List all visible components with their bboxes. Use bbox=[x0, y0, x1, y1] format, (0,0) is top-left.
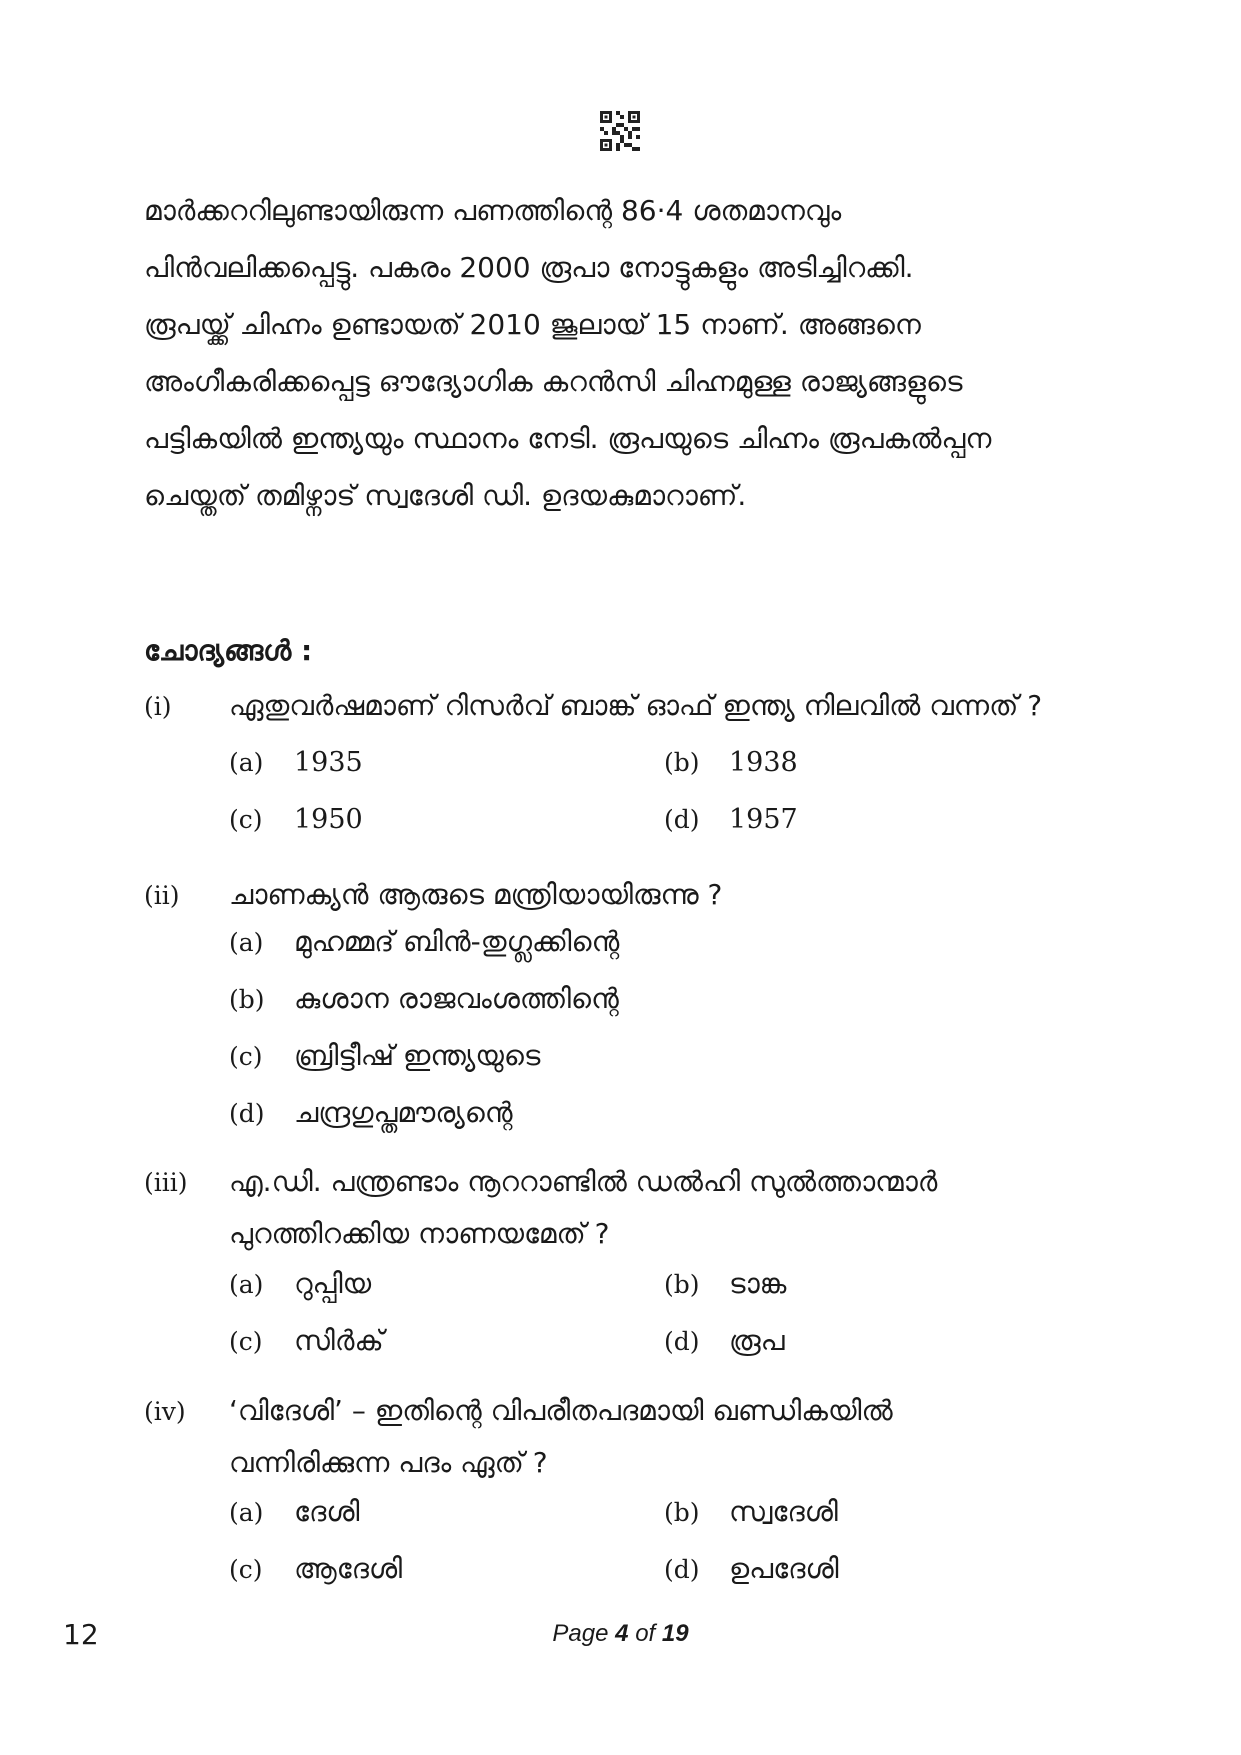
option-label: (c) bbox=[229, 805, 263, 834]
page-prefix: Page bbox=[552, 1620, 609, 1647]
option-label: (c) bbox=[229, 1555, 263, 1584]
option-text: റുപ്പിയ bbox=[294, 1267, 372, 1300]
passage-line: അംഗീകരിക്കപ്പെട്ട ഔദ്യോഗിക കറൻസി ചിഹ്നമുള്ള രാജ്യങ്ങളുടെ bbox=[144, 365, 963, 398]
option-c bbox=[229, 1324, 384, 1358]
option-text: ആദേശി bbox=[294, 1552, 403, 1585]
question-line: ഏതുവർഷമാണ് റിസർവ് ബാങ്ക് ഓഫ് ഇന്ത്യ നിലവിൽ വന്നത് ? bbox=[229, 689, 1043, 722]
option-text: 1935 bbox=[294, 747, 363, 778]
passage-line: രൂപയ്ക്ക് ചിഹ്നം ഉണ്ടായത് 2010 ജൂലായ് 15 നാണ്. അങ്ങനെ bbox=[144, 308, 921, 341]
option-label: (d) bbox=[229, 1099, 265, 1128]
option-text: 1950 bbox=[294, 804, 363, 835]
option-d bbox=[664, 1324, 785, 1358]
option-text: ടാങ്ക bbox=[729, 1267, 787, 1300]
option-text: 1938 bbox=[729, 747, 798, 778]
option-a bbox=[229, 1267, 371, 1301]
option-b bbox=[664, 747, 798, 778]
option-text: ദേശി bbox=[294, 1495, 360, 1528]
option-d bbox=[664, 804, 798, 835]
option-text: സിർക് bbox=[294, 1324, 384, 1357]
qr-code-icon bbox=[600, 111, 640, 151]
question-line: വന്നിരിക്കുന്ന പദം ഏത് ? bbox=[229, 1446, 548, 1479]
option-b bbox=[229, 982, 619, 1016]
passage-line: ചെയ്തത് തമിഴ്നാട് സ്വദേശി ഡി. ഉദയകുമാറാണ്. bbox=[144, 479, 747, 512]
option-text: ബ്രിട്ടീഷ് ഇന്ത്യയുടെ bbox=[294, 1039, 541, 1072]
question-line: എ.ഡി. പന്ത്രണ്ടാം നൂററാണ്ടിൽ ഡൽഹി സുൽത്താന്മാർ bbox=[229, 1165, 938, 1198]
option-text: രൂപ bbox=[729, 1324, 785, 1357]
option-label: (d) bbox=[664, 805, 700, 834]
question-number: (iv) bbox=[144, 1397, 186, 1426]
option-d bbox=[229, 1096, 513, 1130]
page-total: 19 bbox=[661, 1620, 689, 1647]
passage-line: പിൻവലിക്കപ്പെട്ടു. പകരം 2000 രൂപാ നോട്ടുകളും അടിച്ചിറക്കി. bbox=[144, 251, 914, 284]
option-label: (b) bbox=[664, 748, 700, 777]
footer-code: 12 bbox=[63, 1618, 99, 1651]
option-c bbox=[229, 804, 363, 835]
question-text bbox=[229, 680, 1042, 732]
option-a bbox=[229, 747, 363, 778]
option-text: സ്വദേശി bbox=[729, 1495, 838, 1528]
option-text: മുഹമ്മദ് ബിൻ-തുഗ്ലക്കിന്റെ bbox=[294, 925, 620, 958]
question-line: ചാണക്യൻ ആരുടെ മന്ത്രിയായിരുന്നു ? bbox=[229, 878, 723, 911]
option-text: 1957 bbox=[729, 804, 798, 835]
passage-line: മാർക്കററിലുണ്ടായിരുന്ന പണത്തിന്റെ 86·4 ശതമാനവും bbox=[144, 194, 842, 227]
option-label: (a) bbox=[229, 1270, 264, 1299]
question-text bbox=[229, 1156, 937, 1260]
option-b bbox=[664, 1267, 786, 1301]
question-text bbox=[229, 869, 722, 921]
option-label: (a) bbox=[229, 748, 264, 777]
question-number: (ii) bbox=[144, 881, 180, 910]
option-label: (c) bbox=[229, 1327, 263, 1356]
option-label: (d) bbox=[664, 1555, 700, 1584]
question-number: (i) bbox=[144, 692, 172, 721]
option-label: (a) bbox=[229, 928, 264, 957]
option-label: (b) bbox=[664, 1498, 700, 1527]
option-b bbox=[664, 1495, 838, 1529]
option-text: കുശാന രാജവംശത്തിന്റെ bbox=[294, 982, 619, 1015]
passage-line: പട്ടികയിൽ ഇന്ത്യയും സ്ഥാനം നേടി. രൂപയുടെ ചിഹ്നം രൂപകൽപ്പന bbox=[144, 422, 992, 455]
option-label: (b) bbox=[229, 985, 265, 1014]
option-c bbox=[229, 1039, 540, 1073]
option-label: (a) bbox=[229, 1498, 264, 1527]
option-c bbox=[229, 1552, 402, 1586]
option-label: (b) bbox=[664, 1270, 700, 1299]
option-a bbox=[229, 925, 619, 959]
questions-heading: ചോദ്യങ്ങൾ : bbox=[144, 634, 313, 667]
page-current: 4 bbox=[615, 1620, 629, 1647]
option-label: (c) bbox=[229, 1042, 263, 1071]
question-line: ‘വിദേശി’ – ഇതിന്റെ വിപരീതപദമായി ഖണ്ഡികയിൽ bbox=[229, 1394, 893, 1427]
question-line: പുറത്തിറക്കിയ നാണയമേത് ? bbox=[229, 1217, 610, 1250]
option-d bbox=[664, 1552, 839, 1586]
option-text: ഉപദേശി bbox=[729, 1552, 839, 1585]
option-text: ചന്ദ്രഗുപ്തമൗര്യന്റെ bbox=[294, 1096, 513, 1129]
page-of: of bbox=[635, 1620, 656, 1647]
passage-text bbox=[144, 182, 1104, 524]
option-label: (d) bbox=[664, 1327, 700, 1356]
question-text bbox=[229, 1385, 893, 1489]
page-indicator bbox=[0, 1620, 1241, 1648]
question-number: (iii) bbox=[144, 1168, 188, 1197]
option-a bbox=[229, 1495, 360, 1529]
